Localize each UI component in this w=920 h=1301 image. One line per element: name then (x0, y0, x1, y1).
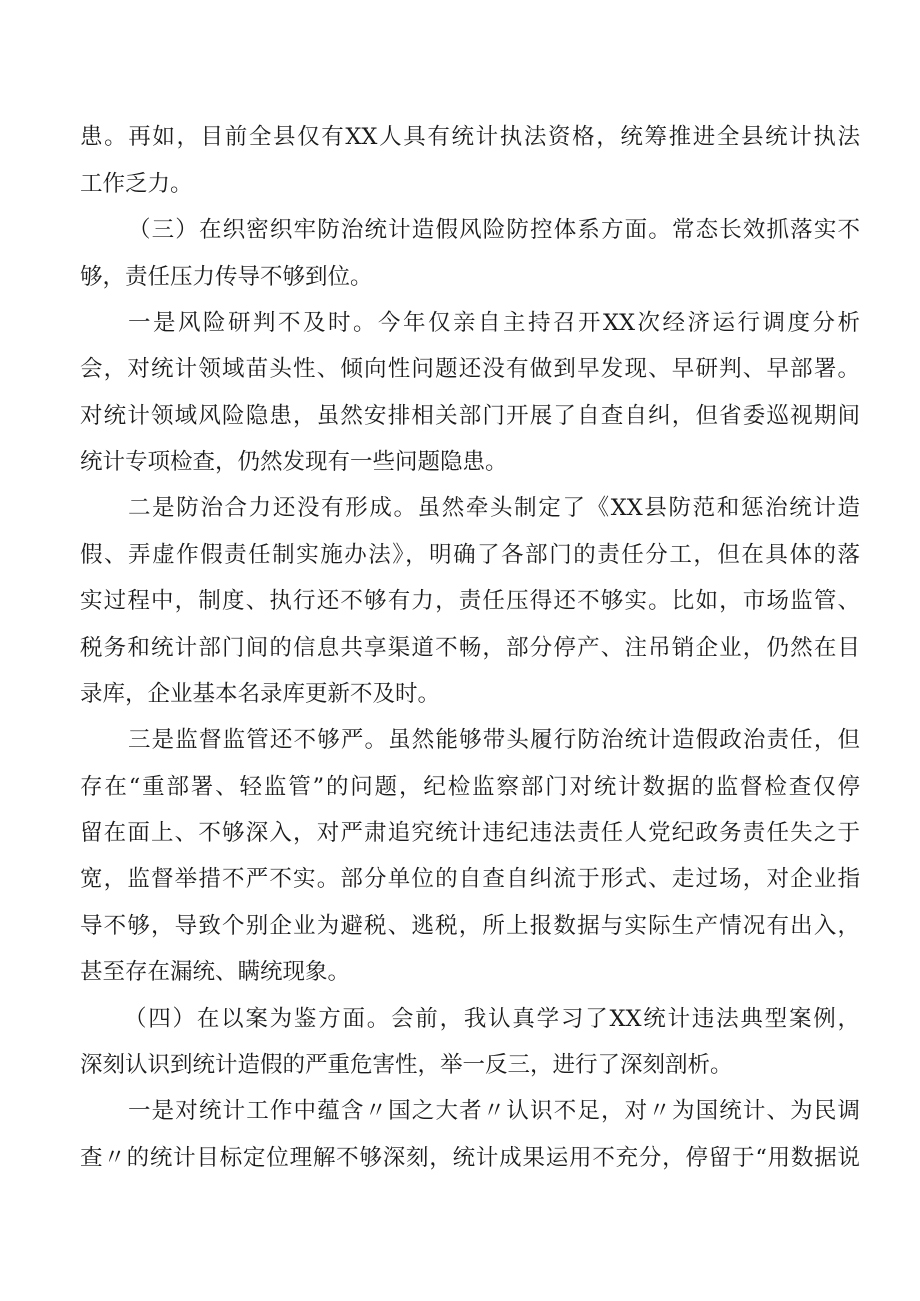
text-line: 存在“重部署、轻监管”的问题，纪检监察部门对统计数据的监督检查仅停 (80, 774, 860, 800)
text-line: 深刻认识到统计造假的严重危害性，举一反三，进行了深刻剖析。 (80, 1052, 733, 1078)
paragraph-start: 一是对统计工作中蕴含〃国之大者〃认识不足，对〃为国统计、为民调 (128, 1098, 860, 1124)
text-line: 税务和统计部门间的信息共享渠道不畅，部分停产、注吊销企业，仍然在目 (80, 635, 860, 661)
text-line: 导不够，导致个别企业为避税、逃税，所上报数据与实际生产情况有出入， (80, 913, 860, 939)
paragraph-start: 三是监督监管还不够严。虽然能够带头履行防治统计造假政治责任，但 (128, 727, 860, 753)
text-line: 留在面上、不够深入，对严肃追究统计违纪违法责任人党纪政务责任失之于 (80, 820, 860, 846)
text-line: 录库，企业基本名录库更新不及时。 (80, 681, 441, 707)
text-line: 统计专项检查，仍然发现有一些问题隐患。 (80, 449, 508, 475)
text-line: 够，责任压力传导不够到位。 (80, 264, 373, 290)
text-line: 宽，监督举措不严不实。部分单位的自查自纠流于形式、走过场，对企业指 (80, 866, 860, 892)
text-line: 会，对统计领域苗头性、倾向性问题还没有做到早发现、早研判、早部署。 (80, 356, 860, 382)
text-line: 甚至存在漏统、瞒统现象。 (80, 959, 351, 985)
paragraph-start: 一是风险研判不及时。今年仅亲自主持召开XX次经济运行调度分析 (128, 310, 860, 336)
text-line: 对统计领域风险隐患，虽然安排相关部门开展了自查自纠，但省委巡视期间 (80, 403, 860, 429)
section-heading-4: （四）在以案为鉴方面。会前，我认真学习了XX统计违法典型案例， (124, 1006, 860, 1032)
paragraph-start: 二是防治合力还没有形成。虽然牵头制定了《XX县防范和惩治统计造 (128, 495, 860, 521)
text-line: 工作乏力。 (80, 171, 193, 197)
text-line: 假、弄虚作假责任制实施办法》，明确了各部门的责任分工，但在具体的落 (80, 542, 860, 568)
text-line: 患。再如，目前全县仅有XX人具有统计执法资格，统筹推进全县统计执法 (80, 124, 860, 150)
text-line: 实过程中，制度、执行还不够有力，责任压得还不够实。比如，市场监管、 (80, 588, 860, 614)
text-line: 查〃的统计目标定位理解不够深刻，统计成果运用不充分，停留于“用数据说 (80, 1145, 860, 1171)
section-heading-3: （三）在织密织牢防治统计造假风险防控体系方面。常态长效抓落实不 (128, 217, 860, 243)
